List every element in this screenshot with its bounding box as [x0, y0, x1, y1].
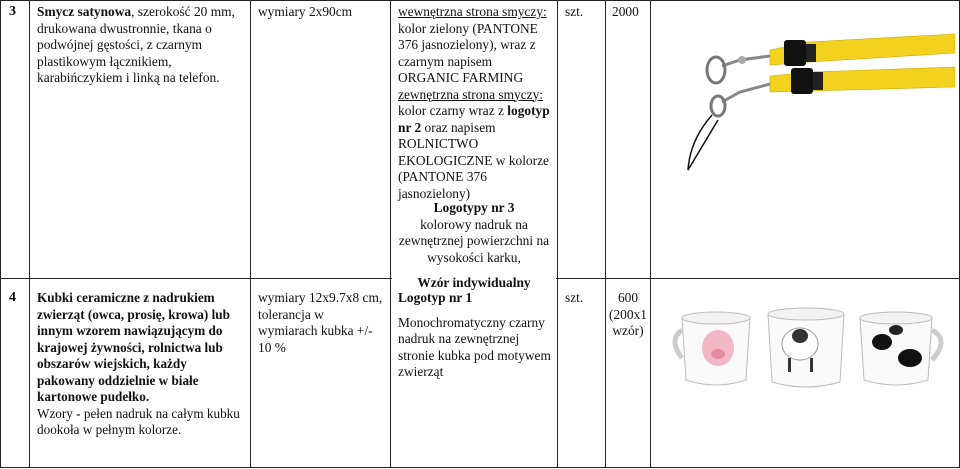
unit: szt.	[565, 290, 584, 305]
logo-block	[392, 200, 556, 266]
inner-side-caption: ORGANIC FARMING	[398, 70, 524, 85]
item-name: Smycz satynowa	[37, 4, 132, 19]
col-divider	[250, 0, 251, 468]
table-bottom-border	[0, 467, 960, 468]
item-name: Kubki ceramiczne z nadrukiem zwierząt (owca, prosię, krowa) lub innym wzorem nawiązującym do krajowej żywności, rolnictwa lub obszarów wiejskich, każdy pakowany oddzielnie w białe kartonowe pudełko.	[37, 290, 230, 404]
row-number: 3	[9, 4, 16, 19]
inner-side-text: kolor zielony (PANTONE 376 jasnozielony), wraz z czarnym napisem	[398, 20, 538, 69]
quantity: 600 (200x1 wzór)	[609, 290, 647, 338]
outer-side-text-rest: oraz napisem ROLNICTWO EKOLOGICZNE w kolorze (PANTONE 376 jasnozielony)	[398, 119, 549, 201]
col-divider	[390, 0, 391, 468]
col-divider	[0, 0, 1, 468]
col-divider	[557, 0, 558, 468]
unit: szt.	[565, 4, 584, 19]
logo-reference: logotyp nr 2	[398, 103, 550, 135]
logo-title: Logotypy nr 3	[433, 200, 515, 215]
mug-sheep	[768, 308, 844, 387]
row-number: 4	[9, 290, 16, 305]
item-description	[37, 4, 247, 87]
logo-description: kolorowy nadruk na zewnętrznej powierzchni na wysokości karku,	[398, 216, 550, 265]
item-dimensions: wymiary 12x9.7x8 cm, tolerancja w wymiarach kubka +/- 10 %	[258, 290, 383, 355]
mug-pig	[675, 312, 750, 385]
logo-block	[398, 290, 553, 381]
table-top-border	[0, 0, 960, 1]
item-dimensions: wymiary 2x90cm	[258, 4, 353, 19]
item-details: , szerokość 20 mm, drukowana dwustronnie, tkana o podwójnej gęstości, z czarnym plastikowym łącznikiem, karabińczykiem i linką na telefon.	[37, 4, 235, 85]
item-details: Wzory - pełen nadruk na całym kubku dookoła w pełnym kolorze.	[37, 405, 240, 437]
col-divider	[650, 0, 651, 468]
logo-description: Monochromatyczny czarny nadruk na zewnętrznej stronie kubka pod motywem zwierząt	[398, 314, 551, 379]
col-divider	[29, 0, 30, 468]
item-specification	[398, 4, 550, 202]
col-divider	[605, 0, 606, 468]
mug-cow	[860, 312, 941, 385]
quantity: 2000	[612, 4, 639, 19]
outer-side-label: zewnętrzna strona smyczy:	[398, 86, 544, 102]
item-description	[37, 290, 247, 439]
logo-title: Logotyp nr 1	[398, 290, 473, 305]
mugs-image	[660, 300, 955, 395]
inner-side-label: wewnętrzna strona smyczy:	[398, 4, 547, 19]
lanyard-image	[660, 20, 955, 180]
outer-side-text: kolor czarny wraz z	[398, 103, 508, 118]
pattern-label: Wzór indywidualny	[392, 276, 556, 290]
